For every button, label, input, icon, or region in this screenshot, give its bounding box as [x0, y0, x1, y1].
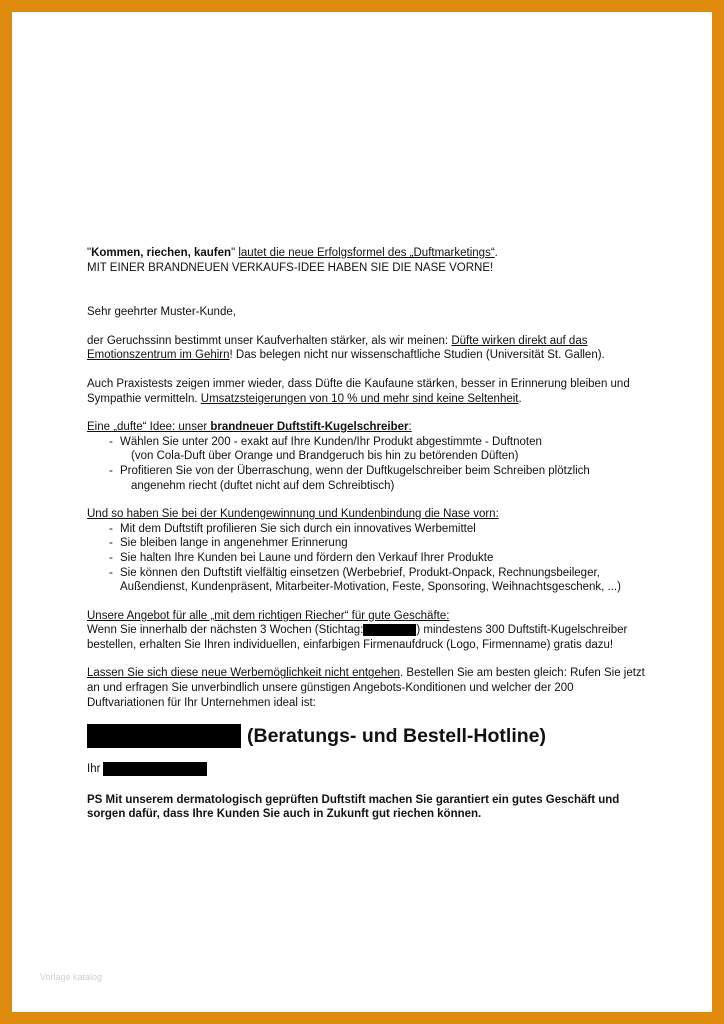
salutation: Sehr geehrter Muster-Kunde,: [87, 306, 236, 319]
list-item-text: Wählen Sie unter 200 - exakt auf Ihre Kunden/Ihr Produkt abgestimmte - Duftnoten: [120, 435, 542, 448]
section-3-heading: [87, 609, 647, 624]
letter-body: [87, 246, 647, 822]
p1-underlined: Düfte wirken direkt auf das Emotionszentrum im Gehirn: [87, 334, 588, 362]
p2-underlined: Umsatzsteigerungen von 10 % und mehr sind keine Seltenheit: [200, 392, 519, 405]
s4-underlined: Lassen Sie sich diese neue Werbemöglichkeit nicht entgehen: [87, 667, 401, 680]
list-item: - Sie halten Ihre Kunden bei Laune und fördern den Verkauf Ihrer Produkte: [87, 551, 647, 566]
list-item: [87, 435, 647, 464]
s3-text-start: Wenn Sie innerhalb der nächsten 3 Wochen (Stichtag:: [87, 624, 364, 637]
s4-text: . Bestellen Sie am besten gleich: Rufen Sie jetzt an und erfragen Sie unverbindlich unsere günstigen Angebots-Konditionen und welcher der 200 Duftvariationen für Ihr Unternehmen ideal ist:: [87, 667, 645, 709]
p2-end: .: [518, 392, 522, 405]
list-item: - Sie bleiben lange in angenehmer Erinnerung: [87, 536, 647, 551]
list-item-text: Profitieren Sie von der Überraschung, wenn der Duftkugelschreiber beim Schreiben plötzlich: [120, 464, 590, 477]
hotline-label: (Beratungs- und Bestell-Hotline): [247, 725, 547, 748]
section-4-text: [87, 666, 647, 710]
section-1-list: [87, 435, 647, 493]
s3-heading: Unsere Angebot für alle „mit dem richtigen Riecher“ für gute Geschäfte:: [87, 609, 450, 622]
list-item: - Mit dem Duftstift profilieren Sie sich durch ein innovatives Werbemittel: [87, 522, 647, 537]
s1-heading-bold: brandneuer Duftstift-Kugelschreiber: [210, 421, 409, 434]
p1-end: ! Das belegen nicht nur wissenschaftliche Studien (Universität St. Gallen).: [229, 349, 605, 362]
paragraph-2: [87, 377, 647, 406]
p2-start: Auch Praxistests zeigen immer wieder, dass Düfte die Kaufaune stärken, besser in Erinnerung bleiben und Sympathie vermitteln.: [87, 377, 630, 405]
s1-heading-start: Eine „dufte“ Idee: unser: [87, 421, 211, 434]
list-item-cont: (von Cola-Duft über Orange und Brandgeruch bis hin zu betörenden Düften): [131, 450, 519, 463]
hotline: [87, 724, 647, 748]
ps-prefix: PS: [87, 793, 106, 806]
list-item: [87, 464, 647, 493]
section-2-heading: [87, 507, 647, 522]
redacted-signature: [103, 762, 207, 776]
headline-caps: MIT EINER BRANDNEUEN VERKAUFS-IDEE HABEN SIE DIE NASE VORNE!: [87, 261, 494, 274]
headline-underlined: lautet die neue Erfolgsformel des „Duftmarketings“: [238, 247, 495, 259]
headline: "Kommen, riechen, kaufen" lautet die neue Erfolgsformel des „Duftmarketings“.: [87, 247, 498, 259]
section-3-text: [87, 623, 647, 652]
redacted-date: [363, 624, 416, 636]
postscript: [87, 793, 647, 822]
watermark: Vorlage katalog: [40, 972, 103, 982]
s2-heading: Und so haben Sie bei der Kundengewinnung und Kundenbindung die Nase vorn:: [87, 508, 499, 521]
closing-text: Ihr: [87, 763, 101, 776]
s3-text-end: ) mindestens 300 Duftstift-Kugelschreiber bestellen, erhalten Sie Ihren individuellen, einfarbigen Firmenaufdruck (Logo, Firmenname) gratis dazu!: [87, 624, 628, 651]
letter-page: [12, 12, 712, 1012]
list-item-cont: angenehm riecht (duftet nicht auf dem Schreibtisch): [131, 479, 395, 492]
closing: [87, 762, 647, 777]
list-item: - Sie können den Duftstift vielfältig einsetzen (Werbebrief, Produkt-Onpack, Rechnungsbeileger, Außendienst, Kundenpräsent, Mitarbeiter-Motivation, Feste, Sponsoring, Weihnachtsgeschenk, ...): [87, 566, 647, 595]
ps-text: Mit unserem dermatologisch geprüften Duftstift machen Sie garantiert ein gutes Geschäft und sorgen dafür, dass Ihre Kunden Sie auch in Zukunft gut riechen können.: [87, 793, 620, 821]
redacted-phone: [87, 724, 241, 748]
section-1-heading: [87, 420, 647, 435]
s1-heading-end: :: [408, 421, 412, 434]
section-2-list: [87, 522, 647, 595]
headline-quote: Kommen, riechen, kaufen: [91, 247, 232, 259]
p1-start: der Geruchssinn bestimmt unser Kaufverhalten stärker, als wir meinen:: [87, 334, 452, 347]
paragraph-1: [87, 334, 647, 363]
